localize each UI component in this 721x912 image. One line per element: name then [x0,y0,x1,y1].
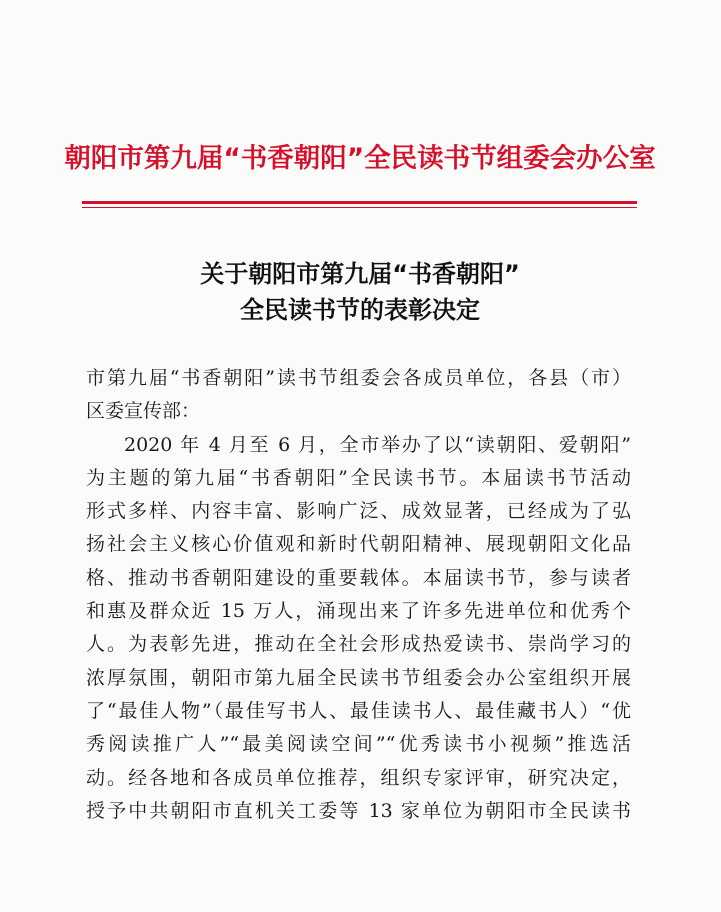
body-line: 形式多样、内容丰富、影响广泛、成效显著，已经成为了弘 [86,500,631,523]
body-line: 人。为表彰先进，推动在全社会形成热爱读书、崇尚学习的 [86,633,631,656]
document-title-line-1: 关于朝阳市第九届“书香朝阳” [200,260,520,288]
body-line: 授予中共朝阳市直机关工委等 13 家单位为朝阳市全民读书 [86,799,631,822]
document-body [86,362,631,828]
issuing-organization-header: 朝阳市第九届“书香朝阳”全民读书节组委会办公室 [64,143,656,174]
body-line: 2020 年 4 月至 6 月，全市举办了以“读朝阳、爱朝阳” [124,433,631,456]
body-line: 浓厚氛围，朝阳市第九届全民读书节组委会办公室组织开展 [86,666,631,689]
body-line: 扬社会主义核心价值观和新时代朝阳精神、展现朝阳文化品 [86,533,631,556]
red-header-rule-thin [82,207,637,208]
body-line: 动。经各地和各成员单位推荐，组织专家评审，研究决定， [86,766,631,789]
body-line: 区委宣传部： [86,400,201,423]
body-line: 市第九届“书香朝阳”读书节组委会各成员单位，各县（市） [86,367,631,389]
body-line: 为主题的第九届“书香朝阳”全民读书节。本届读书节活动 [86,466,631,489]
body-line: 和惠及群众近 15 万人，涌现出来了许多先进单位和优秀个 [86,600,631,623]
body-line: 了“最佳人物”（最佳写书人、最佳读书人、最佳藏书人）“优 [86,699,631,722]
body-line: 秀阅读推广人”“最美阅读空间”“优秀读书小视频”推选活 [86,733,631,756]
document-title-line-2: 全民读书节的表彰决定 [240,296,480,324]
red-header-rule-thick [82,201,637,204]
body-line: 格、推动书香朝阳建设的重要载体。本届读书节，参与读者 [86,566,631,589]
